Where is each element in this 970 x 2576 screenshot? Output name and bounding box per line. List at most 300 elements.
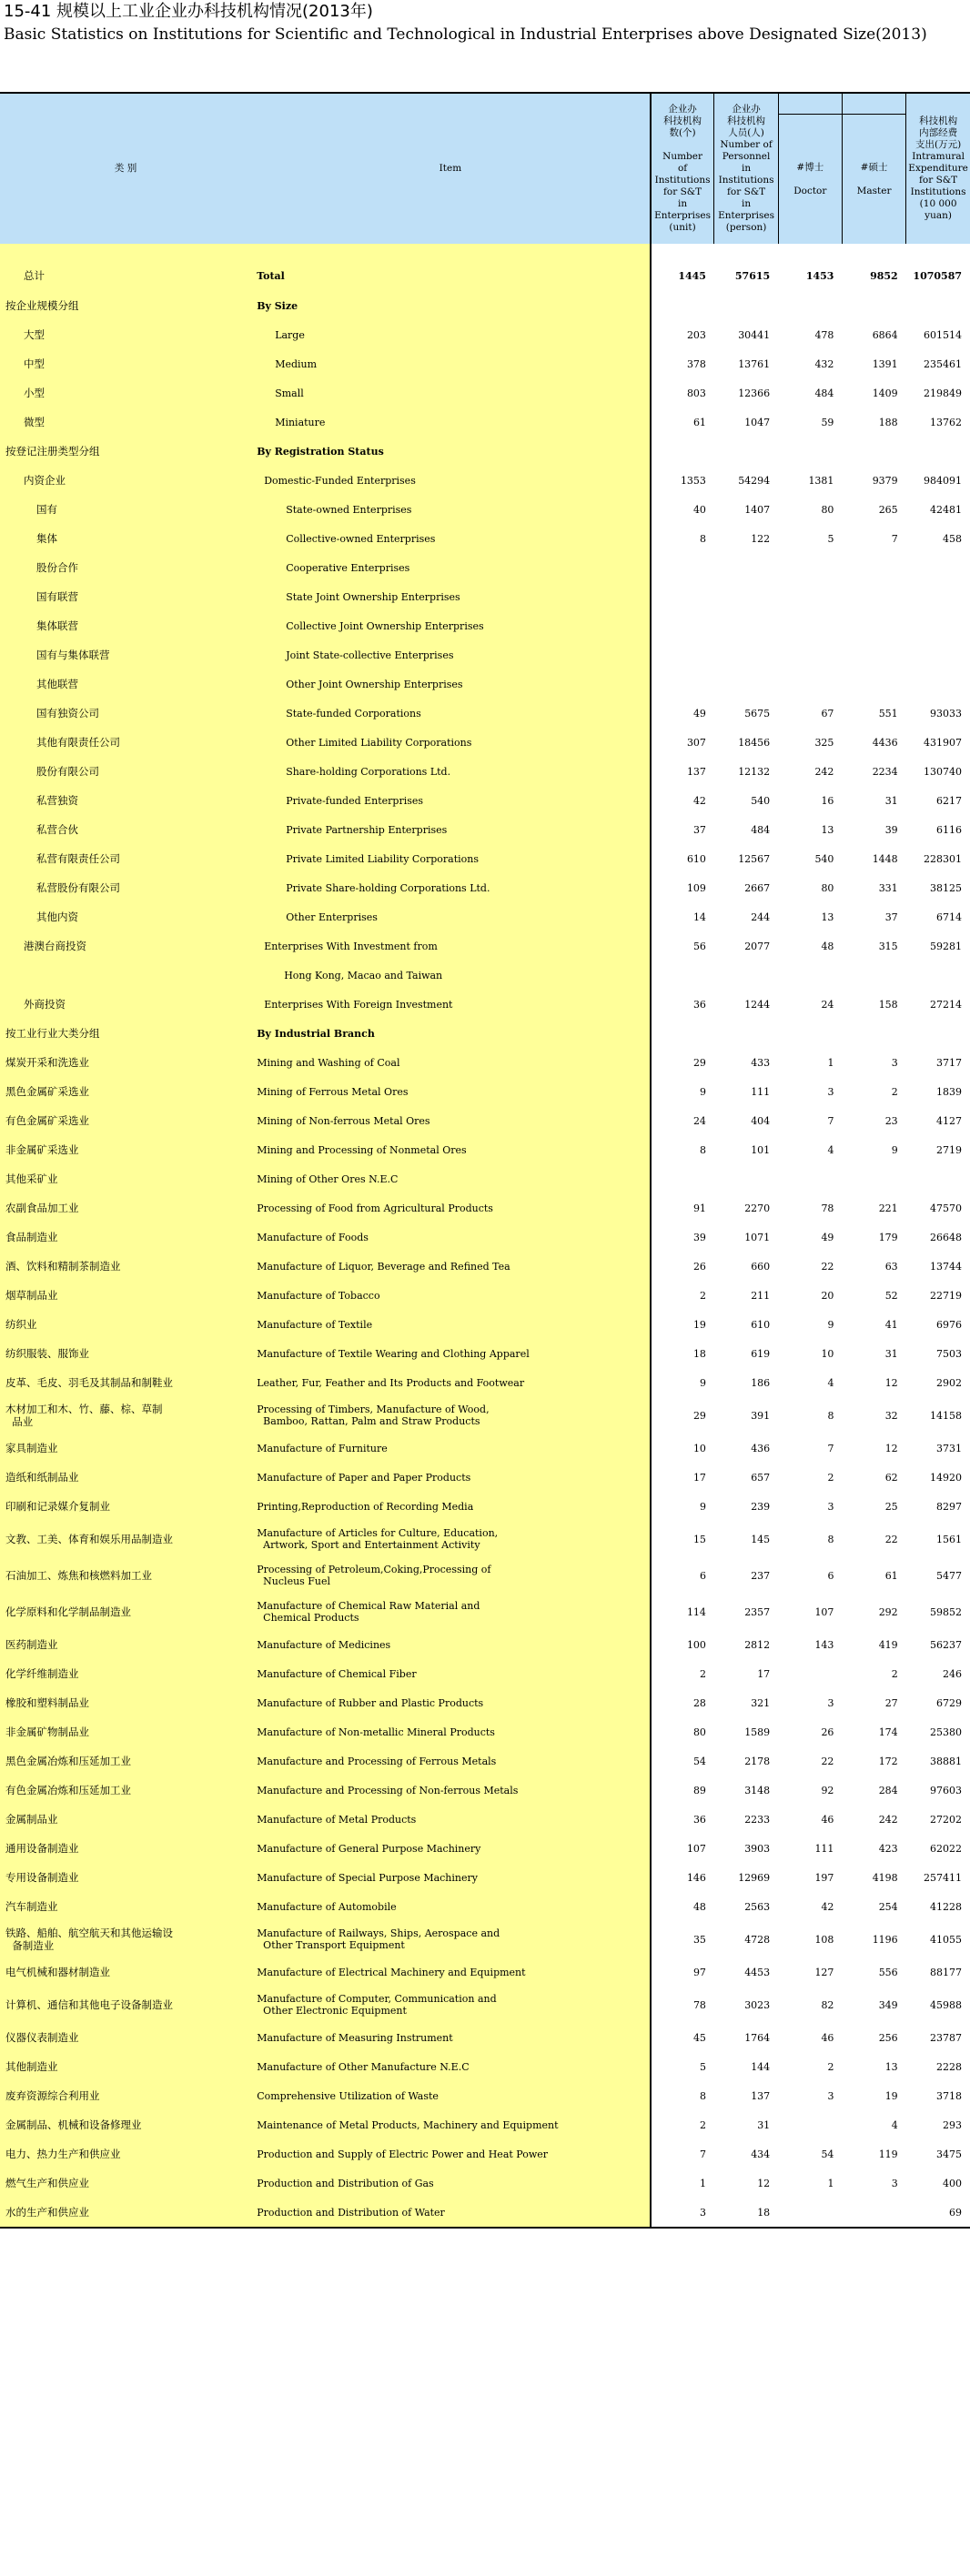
row-value <box>714 611 778 640</box>
row-value: 3 <box>827 2089 834 2102</box>
row-value: 174 <box>878 1726 898 1738</box>
row-value: 61 <box>692 416 706 428</box>
row-value: 37 <box>884 911 898 923</box>
row-value: 13762 <box>930 416 962 428</box>
row-label-cn: 其他有限责任公司 <box>0 728 251 757</box>
row-value: 3717 <box>936 1056 962 1069</box>
row-label-en: Manufacture of Computer, Communication and Other Electronic Equipment <box>251 1987 651 2023</box>
row-value: 69 <box>906 2198 970 2228</box>
row-value: 97 <box>692 1966 706 1978</box>
row-label-cn: 有色金属矿采选业 <box>0 1106 251 1135</box>
row-value: 1353 <box>680 474 706 487</box>
row-value <box>714 582 778 611</box>
row-value: 3148 <box>744 1784 771 1796</box>
row-label-en: Leather, Fur, Feather and Its Products and Footwear <box>251 1368 651 1397</box>
row-value: 61 <box>884 1569 898 1582</box>
row-value: 254 <box>878 1900 898 1913</box>
row-label-en: Manufacture of Metal Products <box>251 1805 651 1834</box>
row-value: 256 <box>878 2031 898 2044</box>
row-value: 2270 <box>744 1202 771 1214</box>
row-label-en: Small <box>251 378 651 408</box>
row-value: 2 <box>699 1667 706 1680</box>
row-value <box>842 437 905 466</box>
row-value: 1764 <box>744 2031 771 2044</box>
row-value: 433 <box>751 1056 771 1069</box>
row-label-cn: 计算机、通信和其他电子设备制造业 <box>0 1987 251 2023</box>
row-value: 27214 <box>930 998 962 1011</box>
row-value: 146 <box>686 1871 706 1884</box>
row-label-en: Manufacture of Electrical Machinery and Equipment <box>251 1957 651 1987</box>
row-value: 8297 <box>936 1500 962 1513</box>
table-row <box>0 1557 970 1594</box>
row-value: 1071 <box>744 1231 771 1243</box>
row-value: 434 <box>751 2148 771 2160</box>
row-value: 331 <box>878 881 898 894</box>
row-value: 1445 <box>678 269 706 282</box>
row-value: 2 <box>699 1289 706 1302</box>
row-value: 38125 <box>930 881 962 894</box>
row-value: 39 <box>692 1231 706 1243</box>
row-value <box>906 669 970 699</box>
row-value: 7503 <box>936 1347 962 1360</box>
row-value: 378 <box>686 357 706 370</box>
row-value: 37 <box>692 823 706 836</box>
row-value: 62022 <box>930 1842 962 1855</box>
row-label-en: Miniature <box>251 408 651 437</box>
row-label-cn: 其他内资 <box>0 902 251 931</box>
row-label-cn: 按工业行业大类分组 <box>0 1019 251 1048</box>
row-label-en: Printing,Reproduction of Recording Media <box>251 1492 651 1521</box>
row-value: 54294 <box>738 474 771 487</box>
row-value <box>778 2198 842 2228</box>
row-value <box>778 611 842 640</box>
row-value: 2719 <box>936 1143 962 1156</box>
row-value: 80 <box>821 503 834 516</box>
table-row <box>0 728 970 757</box>
row-label-en: Production and Distribution of Gas <box>251 2168 651 2198</box>
row-label-en: Processing of Petroleum,Coking,Processing of Nucleus Fuel <box>251 1557 651 1594</box>
row-value: 8 <box>699 532 706 545</box>
row-value: 3718 <box>936 2089 962 2102</box>
table-row <box>0 1688 970 1717</box>
row-value: 1 <box>699 2177 706 2189</box>
row-value: 41 <box>884 1318 898 1331</box>
row-value: 4127 <box>936 1114 962 1127</box>
row-label-cn: 化学纤维制造业 <box>0 1659 251 1688</box>
row-value: 5477 <box>936 1569 962 1582</box>
row-label-cn: 造纸和纸制品业 <box>0 1463 251 1492</box>
row-value: 221 <box>878 1202 898 1214</box>
row-value: 7 <box>891 532 898 545</box>
row-value <box>714 1019 778 1048</box>
row-label-cn: 木材加工和木、竹、藤、棕、草制 品业 <box>0 1397 251 1434</box>
row-value: 203 <box>686 328 706 341</box>
statistics-table-wrapper <box>0 88 970 2229</box>
row-label-en: Mining of Non-ferrous Metal Ores <box>251 1106 651 1135</box>
row-value: 137 <box>686 765 706 778</box>
row-value: 22 <box>821 1755 834 1767</box>
row-value: 14920 <box>930 1471 962 1484</box>
row-value: 9 <box>699 1500 706 1513</box>
row-value <box>778 437 842 466</box>
table-row <box>0 669 970 699</box>
row-value: 8 <box>699 2089 706 2102</box>
row-value: 40 <box>692 503 706 516</box>
title-cn: 15-41 规模以上工业企业办科技机构情况(2013年) <box>4 2 373 21</box>
row-value: 111 <box>814 1842 834 1855</box>
row-value: 436 <box>751 1442 771 1454</box>
row-value: 321 <box>751 1696 771 1709</box>
row-value <box>906 582 970 611</box>
table-row <box>0 1957 970 1987</box>
row-value: 5 <box>827 532 834 545</box>
row-label-en: Domestic-Funded Enterprises <box>251 466 651 495</box>
row-value: 2 <box>827 1471 834 1484</box>
row-value: 1 <box>827 1056 834 1069</box>
row-value: 2228 <box>936 2060 962 2073</box>
row-label-en: Private Partnership Enterprises <box>251 815 651 844</box>
row-label-cn: 港澳台商投资 <box>0 931 251 961</box>
row-value <box>778 1019 842 1048</box>
row-label-en: Manufacture of Chemical Raw Material and Chemical Products <box>251 1594 651 1630</box>
row-value: 82 <box>821 1998 834 2011</box>
row-value <box>842 611 905 640</box>
row-label-en: Manufacture of Other Manufacture N.E.C <box>251 2052 651 2081</box>
row-value: 540 <box>751 794 771 807</box>
row-value <box>714 553 778 582</box>
row-value: 3 <box>651 2198 714 2228</box>
row-label-en: Other Enterprises <box>251 902 651 931</box>
row-label-cn: 石油加工、炼焦和核燃料加工业 <box>0 1557 251 1594</box>
row-value: 325 <box>814 736 834 749</box>
row-value <box>651 669 714 699</box>
row-value: 45988 <box>930 1998 962 2011</box>
row-label-cn: 文教、工美、体育和娱乐用品制造业 <box>0 1521 251 1557</box>
row-value <box>651 1019 714 1048</box>
row-label-en: Manufacture of Foods <box>251 1223 651 1252</box>
row-value <box>651 291 714 320</box>
row-value <box>651 640 714 669</box>
row-label-cn: 烟草制品业 <box>0 1281 251 1310</box>
row-label-cn: 中型 <box>0 349 251 378</box>
row-value: 293 <box>943 2118 962 2131</box>
row-value: 1244 <box>744 998 771 1011</box>
table-row <box>0 1659 970 1688</box>
row-value <box>842 2198 905 2228</box>
table-row <box>0 553 970 582</box>
row-label-en: Total <box>251 260 651 291</box>
row-value: 26 <box>821 1726 834 1738</box>
row-value: 2812 <box>744 1638 771 1651</box>
row-value: 109 <box>686 881 706 894</box>
row-label-cn: 大型 <box>0 320 251 349</box>
row-value: 54 <box>692 1755 706 1767</box>
row-value: 228301 <box>924 852 962 865</box>
row-label-cn: 私营股份有限公司 <box>0 873 251 902</box>
row-value <box>651 553 714 582</box>
row-value: 22 <box>884 1533 898 1545</box>
row-value: 119 <box>878 2148 898 2160</box>
row-value: 235461 <box>924 357 962 370</box>
row-label-cn: 专用设备制造业 <box>0 1863 251 1892</box>
row-label-en: Manufacture of Liquor, Beverage and Refined Tea <box>251 1252 651 1281</box>
table-row <box>0 1492 970 1521</box>
row-value: 9 <box>891 1143 898 1156</box>
row-value: 32 <box>884 1409 898 1422</box>
row-value: 27 <box>884 1696 898 1709</box>
row-value: 4 <box>827 1143 834 1156</box>
row-value: 2357 <box>744 1605 771 1618</box>
row-value: 13 <box>821 911 834 923</box>
row-value <box>842 961 905 990</box>
row-label-en: Private Share-holding Corporations Ltd. <box>251 873 651 902</box>
row-value: 3 <box>827 1085 834 1098</box>
row-value <box>842 669 905 699</box>
row-value: 93033 <box>930 707 962 719</box>
row-label-en: Manufacture and Processing of Ferrous Metals <box>251 1746 651 1776</box>
row-label-cn: 金属制品、机械和设备修理业 <box>0 2110 251 2139</box>
row-value: 484 <box>814 387 834 399</box>
row-label-cn: 集体 <box>0 524 251 553</box>
row-label-en: Manufacture of General Purpose Machinery <box>251 1834 651 1863</box>
table-row <box>0 902 970 931</box>
row-label-en: Mining of Ferrous Metal Ores <box>251 1077 651 1106</box>
table-row <box>0 2081 970 2110</box>
row-value: 107 <box>814 1605 834 1618</box>
row-value <box>778 669 842 699</box>
row-label-cn: 黑色金属矿采选业 <box>0 1077 251 1106</box>
table-row <box>0 2168 970 2198</box>
row-value <box>714 669 778 699</box>
row-value <box>651 582 714 611</box>
row-value <box>906 1019 970 1048</box>
row-value: 242 <box>878 1813 898 1826</box>
row-value: 42481 <box>930 503 962 516</box>
row-value: 657 <box>751 1471 771 1484</box>
table-body <box>0 244 970 2228</box>
row-value: 1391 <box>872 357 898 370</box>
row-value: 36 <box>692 998 706 1011</box>
row-value: 179 <box>878 1231 898 1243</box>
row-value: 13 <box>884 2060 898 2073</box>
table-row <box>0 1164 970 1193</box>
table-row <box>0 990 970 1019</box>
table-row <box>0 640 970 669</box>
row-label-en: Maintenance of Metal Products, Machinery and Equipment <box>251 2110 651 2139</box>
table-row <box>0 2110 970 2139</box>
row-value: 18 <box>714 2198 778 2228</box>
row-value <box>651 437 714 466</box>
row-value: 42 <box>821 1900 834 1913</box>
table-row <box>0 320 970 349</box>
header-category-cn: 类 别 <box>0 93 251 244</box>
row-value: 91 <box>692 1202 706 1214</box>
row-value: 46 <box>821 1813 834 1826</box>
row-label-en: Joint State-collective Enterprises <box>251 640 651 669</box>
row-label-cn: 国有独资公司 <box>0 699 251 728</box>
row-value: 211 <box>751 1289 771 1302</box>
row-value: 12 <box>884 1442 898 1454</box>
row-value: 48 <box>692 1900 706 1913</box>
table-row <box>0 931 970 961</box>
row-label-cn: 总计 <box>0 260 251 291</box>
row-value <box>778 640 842 669</box>
row-value: 22 <box>821 1260 834 1273</box>
row-value <box>778 291 842 320</box>
row-label-en: Share-holding Corporations Ltd. <box>251 757 651 786</box>
row-value <box>906 291 970 320</box>
row-value <box>842 1019 905 1048</box>
row-value: 88177 <box>930 1966 962 1978</box>
table-row <box>0 2139 970 2168</box>
row-value <box>651 611 714 640</box>
row-value <box>842 1164 905 1193</box>
table-row <box>0 1434 970 1463</box>
row-value: 257411 <box>924 1871 962 1884</box>
row-label-en: Medium <box>251 349 651 378</box>
table-row <box>0 1048 970 1077</box>
row-label-cn: 非金属矿物制品业 <box>0 1717 251 1746</box>
row-label-en: Large <box>251 320 651 349</box>
row-value: 46 <box>821 2031 834 2044</box>
row-value: 26 <box>692 1260 706 1273</box>
row-value: 18456 <box>738 736 771 749</box>
row-value: 400 <box>943 2177 962 2189</box>
row-value: 9379 <box>872 474 898 487</box>
row-value: 4 <box>827 1376 834 1389</box>
row-label-en: Manufacture of Tobacco <box>251 1281 651 1310</box>
row-label-en: Manufacture of Automobile <box>251 1892 651 1921</box>
table-row <box>0 1805 970 1834</box>
row-value: 391 <box>751 1409 771 1422</box>
row-label-en: By Registration Status <box>251 437 651 466</box>
row-value: 24 <box>692 1114 706 1127</box>
row-label-en: Manufacture of Paper and Paper Products <box>251 1463 651 1492</box>
row-value: 404 <box>751 1114 771 1127</box>
row-label-cn: 国有与集体联营 <box>0 640 251 669</box>
row-label-en: Manufacture of Textile <box>251 1310 651 1339</box>
row-value: 31 <box>884 1347 898 1360</box>
row-value: 2 <box>891 1667 898 1680</box>
row-value: 2 <box>699 2118 706 2131</box>
row-value: 28 <box>692 1696 706 1709</box>
row-value: 20 <box>821 1289 834 1302</box>
row-label-en: Mining and Washing of Coal <box>251 1048 651 1077</box>
row-value: 101 <box>751 1143 771 1156</box>
row-label-en: By Size <box>251 291 651 320</box>
row-value: 431907 <box>924 736 962 749</box>
row-value: 12567 <box>738 852 771 865</box>
row-value: 12132 <box>738 765 771 778</box>
row-label-en: Processing of Food from Agricultural Products <box>251 1193 651 1223</box>
row-value: 1196 <box>872 1933 898 1946</box>
row-label-cn: 国有 <box>0 495 251 524</box>
row-label-cn: 印刷和记录媒介复制业 <box>0 1492 251 1521</box>
row-value: 13 <box>821 823 834 836</box>
row-value: 803 <box>686 387 706 399</box>
row-value: 3903 <box>744 1842 771 1855</box>
row-value <box>842 640 905 669</box>
row-value: 67 <box>821 707 834 719</box>
row-value: 78 <box>821 1202 834 1214</box>
row-value: 1589 <box>744 1726 771 1738</box>
row-label-cn: 汽车制造业 <box>0 1892 251 1921</box>
row-value: 2233 <box>744 1813 771 1826</box>
row-label-cn: 燃气生产和供应业 <box>0 2168 251 2198</box>
row-value: 610 <box>686 852 706 865</box>
row-value: 54 <box>821 2148 834 2160</box>
row-label-en: State-owned Enterprises <box>251 495 651 524</box>
row-value: 551 <box>878 707 898 719</box>
row-label-en: Manufacture of Measuring Instrument <box>251 2023 651 2052</box>
row-value: 237 <box>751 1569 771 1582</box>
row-label-cn: 股份有限公司 <box>0 757 251 786</box>
row-value <box>778 553 842 582</box>
row-value: 2234 <box>872 765 898 778</box>
row-value <box>778 1164 842 1193</box>
table-row <box>0 786 970 815</box>
table-row <box>0 2052 970 2081</box>
row-label-cn: 酒、饮料和精制茶制造业 <box>0 1252 251 1281</box>
row-value: 12 <box>757 2177 771 2189</box>
row-label-en: Enterprises With Foreign Investment <box>251 990 651 1019</box>
row-value: 27202 <box>930 1813 962 1826</box>
row-value <box>778 961 842 990</box>
row-value: 478 <box>814 328 834 341</box>
row-value: 59 <box>821 416 834 428</box>
row-value: 6864 <box>872 328 898 341</box>
row-label-cn: 小型 <box>0 378 251 408</box>
row-value: 2667 <box>744 881 771 894</box>
row-value: 97603 <box>930 1784 962 1796</box>
row-value: 80 <box>821 881 834 894</box>
title-en: Basic Statistics on Institutions for Scientific and Technological in Industrial Enterprises above Designated Size(2013) <box>4 25 927 44</box>
row-value: 239 <box>751 1500 771 1513</box>
row-value: 143 <box>814 1638 834 1651</box>
row-value: 18 <box>692 1347 706 1360</box>
row-label-en: Manufacture of Chemical Fiber <box>251 1659 651 1688</box>
row-value: 2902 <box>936 1376 962 1389</box>
row-label-en: Enterprises With Investment from <box>251 931 651 961</box>
row-value: 432 <box>814 357 834 370</box>
row-value: 292 <box>878 1605 898 1618</box>
row-label-en: By Industrial Branch <box>251 1019 651 1048</box>
row-value: 47570 <box>930 1202 962 1214</box>
row-value: 219849 <box>924 387 962 399</box>
row-label-cn: 私营独资 <box>0 786 251 815</box>
table-row <box>0 1310 970 1339</box>
row-label-en: Other Joint Ownership Enterprises <box>251 669 651 699</box>
table-row <box>0 1863 970 1892</box>
row-value: 31 <box>757 2118 771 2131</box>
row-value: 35 <box>692 1933 706 1946</box>
table-row <box>0 1106 970 1135</box>
row-value: 660 <box>751 1260 771 1273</box>
row-value <box>906 553 970 582</box>
row-value: 10 <box>692 1442 706 1454</box>
row-value: 3 <box>891 2177 898 2189</box>
row-value <box>714 640 778 669</box>
row-value: 9 <box>827 1318 834 1331</box>
header-institutions: 企业办 科技机构 数(个) Number of Institutions for S&T in Enterprises (unit) <box>651 93 714 244</box>
table-row <box>0 1521 970 1557</box>
row-value: 80 <box>692 1726 706 1738</box>
row-value: 2077 <box>744 940 771 952</box>
table-row <box>0 1223 970 1252</box>
row-value: 484 <box>751 823 771 836</box>
row-value: 19 <box>692 1318 706 1331</box>
table-row <box>0 1630 970 1659</box>
